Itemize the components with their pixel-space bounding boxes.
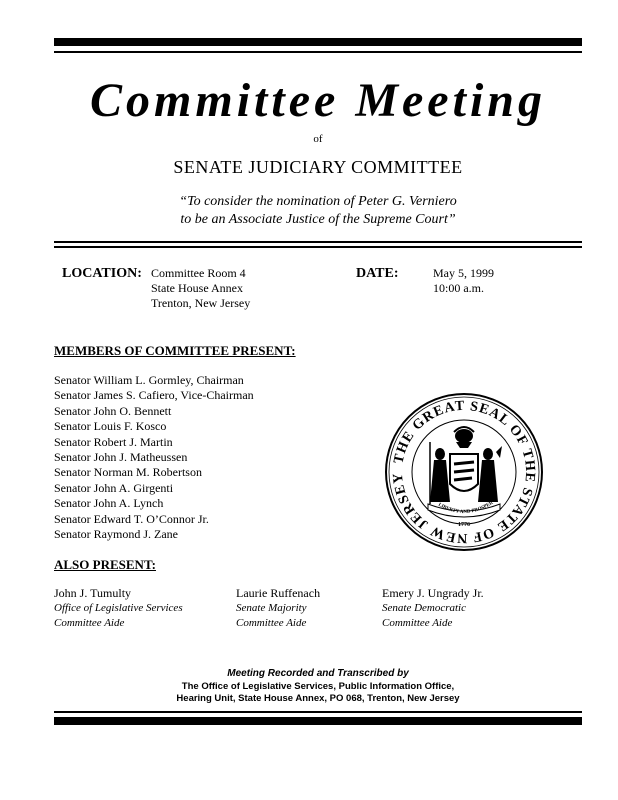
date-label: DATE:: [356, 266, 399, 281]
meeting-purpose: [54, 193, 582, 229]
also-present-person: [382, 586, 484, 631]
member-item: Senator John A. Girgenti: [54, 480, 174, 495]
location-line: Trenton, New Jersey: [151, 296, 251, 310]
location-label: LOCATION:: [62, 266, 142, 281]
also-present-person: [236, 586, 320, 631]
date-line: 10:00 a.m.: [433, 281, 484, 295]
member-item: Senator John O. Bennett: [54, 403, 172, 418]
purpose-line-2: to be an Associate Justice of the Supreme Court”: [180, 212, 456, 227]
footer-credits: [54, 668, 582, 706]
member-item: Senator James S. Cafiero, Vice-Chairman: [54, 388, 254, 403]
member-item: Senator William L. Gormley, Chairman: [54, 373, 244, 387]
seal-text: THE GREAT SEAL OF THE STATE OF NEW JERSEY: [390, 398, 538, 546]
footer-line-1: Meeting Recorded and Transcribed by: [227, 668, 409, 679]
person-name: Laurie Ruffenach: [236, 586, 321, 600]
member-item: Senator Raymond J. Zane: [54, 527, 178, 542]
footer-line-3: Hearing Unit, State House Annex, PO 068, Trenton, New Jersey: [176, 693, 460, 704]
seal-motto: LIBERTY AND PROSPER: [437, 500, 495, 516]
member-item: Senator Robert J. Martin: [54, 434, 173, 449]
bottom-rule-thick: [54, 717, 582, 725]
person-name: Emery J. Ungrady Jr.: [382, 586, 484, 600]
footer-line-2: The Office of Legislative Services, Public Information Office,: [181, 680, 455, 692]
bottom-rule-thin: [54, 711, 582, 713]
person-role: Committee Aide: [236, 617, 307, 629]
state-seal-icon: [384, 392, 544, 552]
seal-year: 1776: [458, 522, 470, 528]
member-item: Senator John J. Matheussen: [54, 450, 188, 465]
location-line: Committee Room 4: [151, 266, 246, 280]
location-value: [151, 266, 250, 311]
mid-rule-2: [54, 246, 582, 248]
member-item: Senator John A. Lynch: [54, 496, 164, 511]
member-item: Senator Edward T. O’Connor Jr.: [54, 511, 209, 526]
member-item: Senator Louis F. Kosco: [54, 419, 167, 434]
also-present-heading: ALSO PRESENT:: [54, 557, 156, 572]
members-heading: MEMBERS OF COMMITTEE PRESENT:: [54, 343, 296, 358]
person-role: Committee Aide: [382, 617, 453, 629]
of-label: of: [313, 133, 323, 145]
mid-rule-1: [54, 241, 582, 243]
page-title: Committee Meeting: [90, 74, 546, 127]
committee-name: SENATE JUDICIARY COMMITTEE: [173, 157, 463, 177]
date-value: [433, 266, 494, 296]
members-list: [54, 373, 254, 542]
person-role: Senate Democratic: [382, 602, 466, 614]
purpose-line-1: “To consider the nomination of Peter G. Verniero: [179, 194, 457, 209]
also-present-person: [54, 586, 183, 631]
top-rule-thin: [54, 51, 582, 53]
person-role: Committee Aide: [54, 617, 125, 629]
date-line: May 5, 1999: [433, 266, 494, 280]
top-rule-thick: [54, 38, 582, 46]
member-item: Senator Norman M. Robertson: [54, 465, 202, 480]
location-line: State House Annex: [151, 281, 243, 295]
person-role: Senate Majority: [236, 602, 307, 614]
person-name: John J. Tumulty: [54, 586, 132, 600]
person-role: Office of Legislative Services: [54, 602, 183, 614]
